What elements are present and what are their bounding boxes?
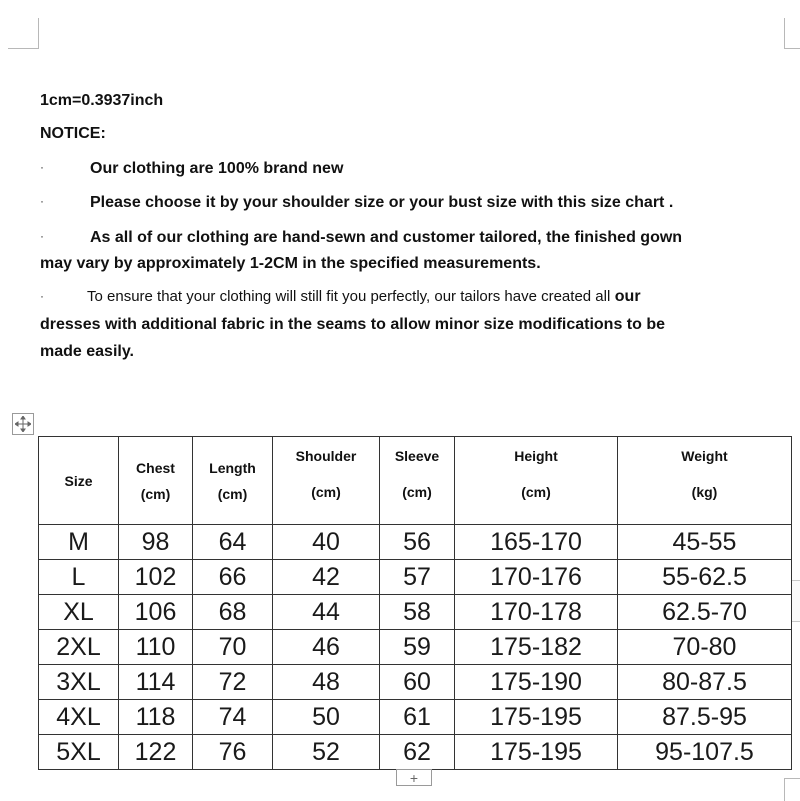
size-chart-table — [38, 436, 792, 770]
table-row — [39, 665, 792, 700]
table-row — [39, 595, 792, 630]
measurement-cell: 122 — [119, 735, 193, 770]
size-cell: XL — [39, 595, 119, 630]
header-label: Sleeve — [394, 448, 440, 464]
header-unit: (kg) — [691, 484, 718, 500]
header-unit: (cm) — [402, 484, 432, 500]
header-label: Height — [514, 448, 558, 464]
header-weight — [618, 437, 792, 525]
size-cell: 5XL — [39, 735, 119, 770]
table-header-row — [39, 437, 792, 525]
plus-icon: + — [409, 769, 419, 786]
header-length — [193, 437, 273, 525]
crop-mark-bottom-right — [784, 778, 800, 801]
measurement-cell: 61 — [380, 700, 455, 735]
add-row-button[interactable] — [396, 769, 432, 786]
measurement-cell: 106 — [119, 595, 193, 630]
notice-item-4-line-1 — [87, 288, 641, 306]
notice-item-4-line-1-light: To ensure that your clothing will still fit you perfectly, our tailors have created all — [87, 288, 611, 305]
measurement-cell: 46 — [273, 630, 380, 665]
bullet: · — [40, 289, 44, 303]
measurement-cell: 62.5-70 — [618, 595, 792, 630]
size-cell: M — [39, 525, 119, 560]
measurement-cell: 170-176 — [455, 560, 618, 595]
header-height — [455, 437, 618, 525]
header-unit: (cm) — [311, 484, 341, 500]
notice-item-3-line-1: As all of our clothing are hand-sewn and customer tailored, the finished gown — [90, 229, 683, 246]
header-unit: (cm) — [217, 485, 248, 502]
measurement-cell: 175-190 — [455, 665, 618, 700]
measurement-cell: 118 — [119, 700, 193, 735]
measurement-cell: 64 — [193, 525, 273, 560]
crop-mark-top-left — [8, 18, 39, 49]
header-label: Shoulder — [295, 448, 357, 464]
measurement-cell: 110 — [119, 630, 193, 665]
measurement-cell: 45-55 — [618, 525, 792, 560]
measurement-cell: 55-62.5 — [618, 560, 792, 595]
measurement-cell: 175-195 — [455, 700, 618, 735]
measurement-cell: 40 — [273, 525, 380, 560]
measurement-cell: 87.5-95 — [618, 700, 792, 735]
table-row — [39, 735, 792, 770]
header-shoulder — [273, 437, 380, 525]
measurement-cell: 165-170 — [455, 525, 618, 560]
measurement-cell: 52 — [273, 735, 380, 770]
measurement-cell: 102 — [119, 560, 193, 595]
measurement-cell: 62 — [380, 735, 455, 770]
header-sleeve — [380, 437, 455, 525]
notice-item-3-line-2: may vary by approximately 1-2CM in the specified measurements. — [40, 255, 541, 272]
size-cell: 2XL — [39, 630, 119, 665]
measurement-cell: 114 — [119, 665, 193, 700]
measurement-cell: 59 — [380, 630, 455, 665]
notice-item-1: Our clothing are 100% brand new — [90, 160, 344, 177]
column-resize-handle[interactable] — [791, 580, 800, 622]
measurement-cell: 66 — [193, 560, 273, 595]
size-cell: 3XL — [39, 665, 119, 700]
measurement-cell: 98 — [119, 525, 193, 560]
measurement-cell: 68 — [193, 595, 273, 630]
measurement-cell: 60 — [380, 665, 455, 700]
conversion-note: 1cm=0.3937inch — [40, 92, 164, 109]
header-label: Size — [64, 472, 93, 489]
table-row — [39, 700, 792, 735]
bullet: · — [40, 160, 44, 174]
measurement-cell: 57 — [380, 560, 455, 595]
notice-heading: NOTICE: — [40, 125, 106, 142]
measurement-cell: 72 — [193, 665, 273, 700]
measurement-cell: 48 — [273, 665, 380, 700]
crop-mark-top-right — [784, 18, 800, 49]
size-cell: L — [39, 560, 119, 595]
size-cell: 4XL — [39, 700, 119, 735]
measurement-cell: 74 — [193, 700, 273, 735]
header-label: Weight — [681, 448, 728, 464]
measurement-cell: 70 — [193, 630, 273, 665]
notice-item-4-line-2: dresses with additional fabric in the seams to allow minor size modifications to be — [40, 316, 666, 333]
measurement-cell: 70-80 — [618, 630, 792, 665]
measurement-cell: 175-182 — [455, 630, 618, 665]
table-row — [39, 525, 792, 560]
notice-item-4-line-3: made easily. — [40, 343, 134, 360]
header-size — [39, 437, 119, 525]
header-label: Chest — [136, 459, 175, 476]
measurement-cell: 95-107.5 — [618, 735, 792, 770]
measurement-cell: 44 — [273, 595, 380, 630]
measurement-cell: 56 — [380, 525, 455, 560]
header-label: Length — [209, 459, 256, 476]
bullet: · — [40, 194, 44, 208]
header-unit: (cm) — [140, 485, 171, 502]
table-row — [39, 560, 792, 595]
measurement-cell: 58 — [380, 595, 455, 630]
measurement-cell: 175-195 — [455, 735, 618, 770]
measurement-cell: 80-87.5 — [618, 665, 792, 700]
measurement-cell: 42 — [273, 560, 380, 595]
move-arrows-icon — [15, 416, 31, 432]
table-move-handle[interactable] — [12, 413, 34, 435]
header-chest — [119, 437, 193, 525]
measurement-cell: 76 — [193, 735, 273, 770]
header-unit: (cm) — [521, 484, 551, 500]
notice-item-2: Please choose it by your shoulder size or your bust size with this size chart . — [90, 194, 674, 211]
table-row — [39, 630, 792, 665]
measurement-cell: 50 — [273, 700, 380, 735]
notice-item-4-line-1-bold: our — [614, 288, 641, 305]
measurement-cell: 170-178 — [455, 595, 618, 630]
bullet: · — [40, 229, 44, 243]
